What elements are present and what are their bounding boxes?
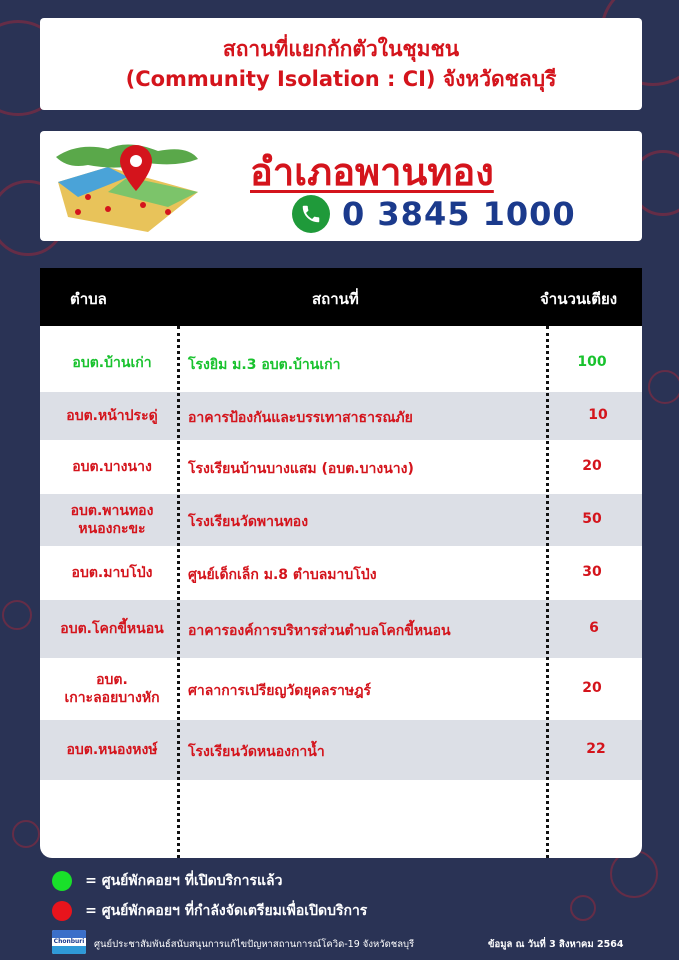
legend-preparing	[52, 900, 367, 922]
place-cell: โรงเรียนบ้านบางแสม (อบต.บางนาง)	[188, 461, 414, 477]
subdistrict-cell	[48, 354, 176, 372]
beds-cell: 20	[582, 680, 602, 696]
header-beds: จำนวนเตียง	[540, 290, 618, 308]
phone-row	[292, 195, 576, 233]
table-row	[40, 720, 642, 780]
place-cell: อาคารป้องกันและบรรเทาสาธารณภัย	[188, 410, 413, 426]
subdistrict-cell	[48, 741, 176, 759]
subdistrict-cell	[48, 671, 176, 707]
table-row	[40, 392, 642, 440]
beds-cell: 10	[588, 407, 608, 423]
subdistrict-line: เกาะลอยบางหัก	[64, 690, 160, 706]
subdistrict-cell	[48, 458, 176, 476]
isolation-table	[40, 268, 642, 858]
title-banner	[40, 18, 642, 110]
legend-open	[52, 870, 283, 892]
map-pin-icon	[48, 137, 208, 237]
table-row	[40, 440, 642, 494]
beds-cell: 20	[582, 458, 602, 474]
legend-preparing-label: = ศูนย์พักคอยฯ ที่กำลังจัดเตรียมเพื่อเปิดบริการ	[85, 903, 368, 919]
beds-cell: 22	[586, 741, 606, 757]
footer-date: ข้อมูล ณ วันที่ 3 สิงหาคม 2564	[488, 939, 624, 950]
subdistrict-line: อบต.มาบโป่ง	[71, 565, 153, 581]
subdistrict-line: อบต.	[96, 672, 128, 688]
table-row	[40, 600, 642, 658]
header-subdistrict: ตำบล	[70, 290, 107, 308]
table-row	[40, 658, 642, 720]
district-name: อำเภอพานทอง	[250, 150, 494, 194]
legend-open-label: = ศูนย์พักคอยฯ ที่เปิดบริการแล้ว	[85, 873, 283, 889]
phone-number: 0 3845 1000	[342, 195, 576, 233]
org-logo	[52, 930, 86, 954]
subdistrict-line: อบต.บางนาง	[72, 459, 152, 475]
beds-cell: 6	[589, 620, 599, 636]
header-place: สถานที่	[312, 290, 359, 308]
green-dot-icon	[52, 871, 72, 891]
column-divider	[546, 326, 549, 858]
table-header	[40, 268, 642, 326]
place-cell: อาคารองค์การบริหารส่วนตำบลโคกขี้หนอน	[188, 623, 451, 639]
org-logo-text: Chonburi	[53, 938, 85, 945]
title-line-1: สถานที่แยกกักตัวในชุมชน	[222, 37, 460, 61]
subdistrict-line: อบต.บ้านเก่า	[72, 355, 152, 371]
subdistrict-line: อบต.หน้าประดู่	[66, 408, 158, 424]
place-cell: โรงยิม ม.3 อบต.บ้านเก่า	[188, 357, 341, 373]
subdistrict-line: อบต.หนองหงษ์	[66, 742, 158, 758]
place-cell: ศูนย์เด็กเล็ก ม.8 ตำบลมาบโป่ง	[188, 567, 377, 583]
subdistrict-cell	[48, 407, 176, 425]
place-cell: โรงเรียนวัดพานทอง	[188, 514, 309, 530]
beds-cell: 50	[582, 511, 602, 527]
subdistrict-cell	[48, 620, 176, 638]
table-row	[40, 326, 642, 400]
title-line-2: (Community Isolation : CI) จังหวัดชลบุรี	[125, 67, 557, 91]
footer	[0, 928, 679, 960]
district-banner	[40, 131, 642, 241]
subdistrict-cell	[48, 502, 176, 538]
place-cell: ศาลาการเปรียญวัดยุคลราษฎร์	[188, 683, 371, 699]
column-divider	[177, 326, 180, 858]
beds-cell: 100	[577, 354, 607, 370]
subdistrict-cell	[48, 564, 176, 582]
place-cell: โรงเรียนวัดหนองกาน้ำ	[188, 744, 325, 760]
table-row	[40, 494, 642, 546]
beds-cell: 30	[582, 564, 602, 580]
subdistrict-line: อบต.โคกขี้หนอน	[60, 621, 164, 637]
subdistrict-line: หนองกะขะ	[78, 521, 146, 537]
subdistrict-line: อบต.พานทอง	[70, 503, 154, 519]
footer-org: ศูนย์ประชาสัมพันธ์สนับสนุนการแก้ไขปัญหาสถานการณ์โควิด-19 จังหวัดชลบุรี	[94, 939, 415, 950]
red-dot-icon	[52, 901, 72, 921]
table-row	[40, 546, 642, 600]
phone-icon	[292, 195, 330, 233]
